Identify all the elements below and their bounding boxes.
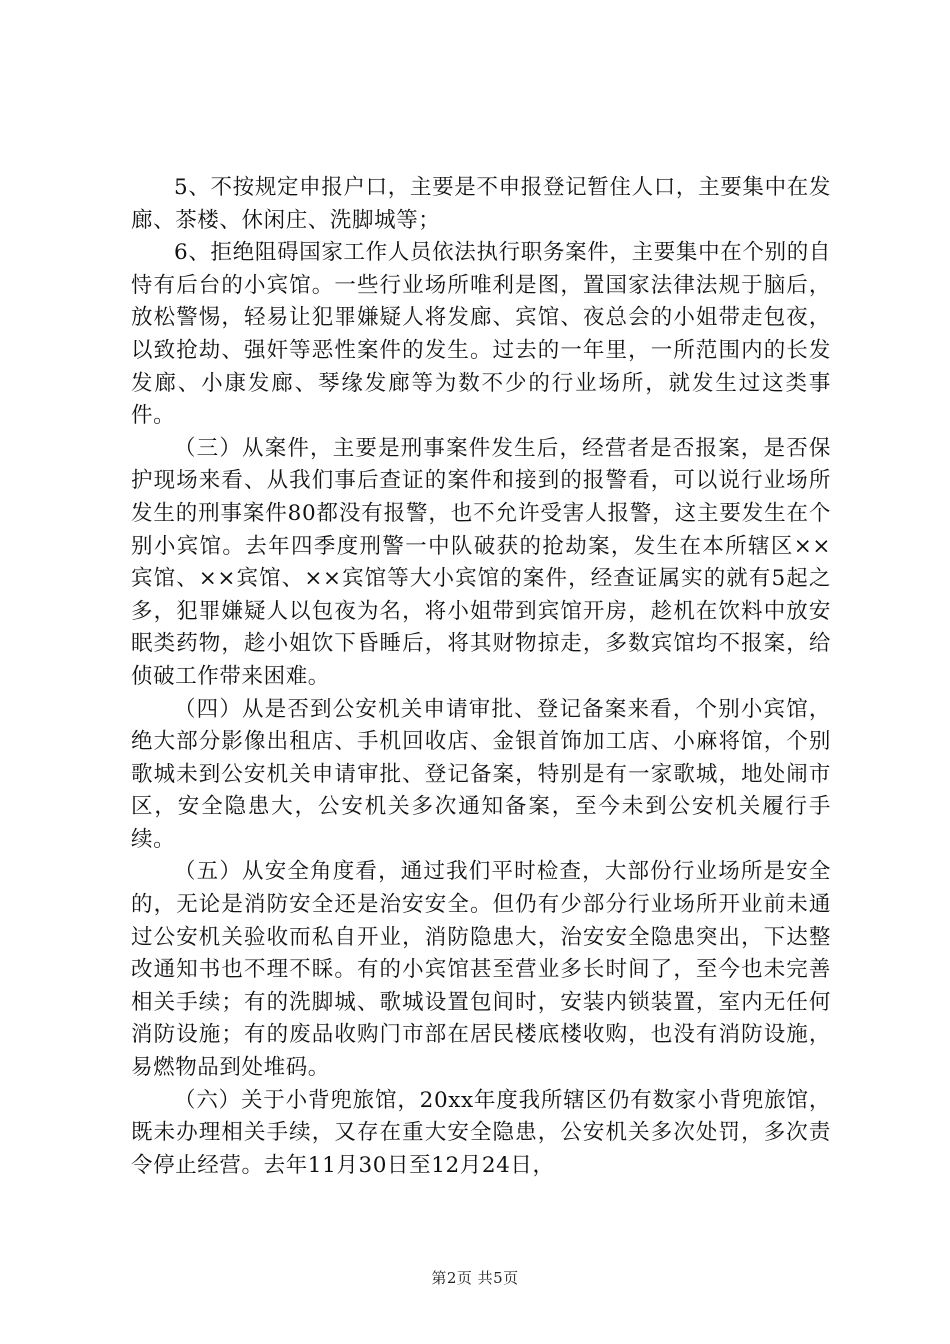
page-number-footer: 第2页 共5页 xyxy=(431,1269,519,1287)
paragraph-section-3: （三）从案件，主要是刑事案件发生后，经营者是否报案，是否保护现场来看、从我们事后查证的案件和接到的报警看，可以说行业场所发生的刑事案件80都没有报警，也不允许受害人报警，这主要发生在个别小宾馆。去年四季度刑警一中队破获的抢劫案，发生在本所辖区××宾馆、××宾馆、××宾馆等大小宾馆的案件，经查证属实的就有5起之多，犯罪嫌疑人以包夜为名，将小姐带到宾馆开房，趁机在饮料中放安眠类药物，趁小姐饮下昏睡后，将其财物掠走，多数宾馆均不报案，给侦破工作带来困难。 xyxy=(131,435,831,689)
paragraph-section-6: （六）关于小背兜旅馆，20xx年度我所辖区仍有数家小背兜旅馆，既未办理相关手续，又存在重大安全隐患，公安机关多次处罚，多次责令停止经营。去年11月30日至12月24日， xyxy=(131,1087,831,1178)
paragraph-item-6: 6、拒绝阻碍国家工作人员依法执行职务案件，主要集中在个别的自恃有后台的小宾馆。一些行业场所唯利是图，置国家法律法规于脑后，放松警惕，轻易让犯罪嫌疑人将发廊、宾馆、夜总会的小姐带走包夜，以致抢劫、强奸等恶性案件的发生。过去的一年里，一所范围内的长发发廊、小康发廊、琴缘发廊等为数不少的行业场所，就发生过这类事件。 xyxy=(131,240,831,429)
paragraph-section-5: （五）从安全角度看，通过我们平时检查，大部份行业场所是安全的，无论是消防安全还是治安安全。但仍有少部分行业场所开业前未通过公安机关验收而私自开业，消防隐患大，治安安全隐患突出，下达整改通知书也不理不睬。有的小宾馆甚至营业多长时间了，至今也未完善相关手续；有的洗脚城、歌城设置包间时，安装内锁装置，室内无任何消防设施；有的废品收购门市部在居民楼底楼收购，也没有消防设施，易燃物品到处堆码。 xyxy=(131,859,831,1081)
paragraph-section-4: （四）从是否到公安机关申请审批、登记备案来看，个别小宾馆，绝大部分影像出租店、手机回收店、金银首饰加工店、小麻将馆，个别歌城未到公安机关申请审批、登记备案，特别是有一家歌城，地处闹市区，安全隐患大，公安机关多次通知备案，至今未到公安机关履行手续。 xyxy=(131,696,831,852)
paragraph-item-5: 5、不按规定申报户口，主要是不申报登记暂住人口，主要集中在发廊、茶楼、休闲庄、洗脚城等； xyxy=(131,175,831,233)
document-body xyxy=(131,172,831,1182)
